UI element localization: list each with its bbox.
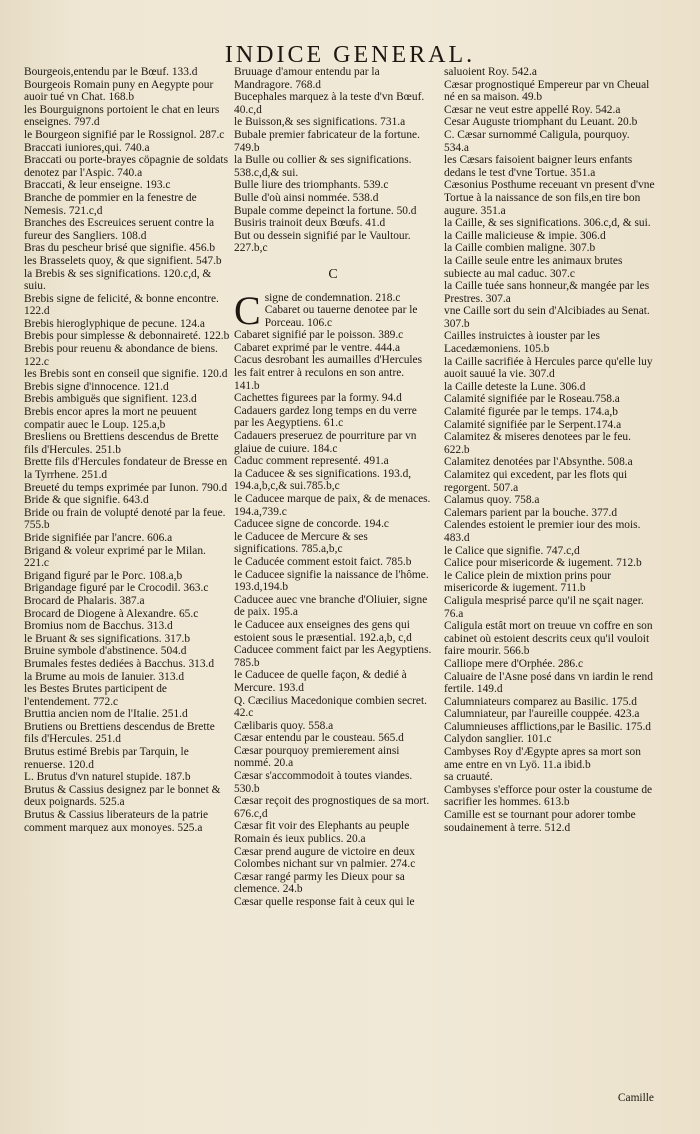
index-entry: Calamité signifiée par le Roseau.758.a	[444, 393, 620, 406]
catchword: Camille	[617, 1092, 654, 1104]
index-entry: Calumniateurs comparez au Basilic. 175.d	[444, 695, 637, 708]
index-entry: Cæsar rangé parmy les Dieux pour sa clemence. 24.b	[234, 870, 405, 896]
index-entry: le Caducee de Mercure & ses significations. 785.a,b,c	[234, 530, 368, 556]
index-entry: Brebis encor apres la mort ne peuuent compatir auec le Loup. 125.a,b	[24, 406, 197, 431]
index-entry: le Caducee signifie la naissance de l'hôme. 193.d,194.b	[234, 568, 429, 594]
index-entry: Branche de pommier en la fenestre de Nemesis. 721.c,d	[24, 191, 197, 217]
index-entry: Brutus & Cassius liberateurs de la patrie comment marquez aux monoyes. 525.a	[24, 809, 209, 834]
index-entry: le Caducee de quelle façon, & dedié à Mercure. 193.d	[234, 669, 407, 694]
index-entry: le Calice que signifie. 747.c,d	[444, 544, 580, 557]
index-entry: Q. Cæcilius Macedonique combien secret. 42.c	[234, 694, 427, 720]
index-entry: Calumniateur, par l'aureille couppée. 423.a	[444, 708, 640, 721]
index-entry: les Brasselets quoy, & que signifient. 547.b	[24, 254, 222, 267]
index-entry: Cambyses Roy d'Ægypte apres sa mort son ame entre en vn Lyö. 11.a ibid.b	[444, 746, 641, 771]
index-entry: la Caille sacrifiée à Hercules parce qu'elle luy auoit sauué la vie. 307.d	[444, 355, 653, 381]
index-entry: Braccati ou porte-brayes cöpagnie de soldats denotez par l'Aspic. 740.a	[24, 154, 229, 179]
index-entry: le Calice plein de mixtion prins pour misericorde & iugement. 711.b	[444, 569, 612, 595]
index-entry: Busiris trainoit deux Bœufs. 41.d	[234, 217, 386, 230]
index-entry: sa cruauté.	[444, 771, 493, 784]
index-entry: Cabaret signifié par le poisson. 389.c	[234, 329, 404, 342]
index-entry: vne Caille sort du sein d'Alcibiades au Senat. 307.b	[444, 305, 650, 330]
index-entry: saluoient Roy. 542.a	[444, 66, 537, 78]
section-letter: C	[328, 266, 338, 282]
index-entry: Bourgeois,entendu par le Bœuf. 133.d	[24, 66, 198, 78]
index-entry: Bresliens ou Brettiens descendus de Brette fils d'Hercules. 251.b	[24, 431, 219, 456]
index-entry: Bucephales marquez à la teste d'vn Bœuf. 40.c,d	[234, 91, 425, 116]
index-entry: Cadauers preseruez de pourriture par vn glaiue de cuiure. 184.c	[234, 430, 417, 455]
index-entry: les Cæsars faisoient baigner leurs enfants dedans le test d'vne Tortue. 351.a	[444, 154, 633, 179]
page-title: INDICE GENERAL.	[224, 42, 476, 68]
index-entry: Bupale comme depeinct la fortune. 50.d	[234, 204, 417, 217]
index-entry: signe de condemnation. 218.c	[264, 291, 401, 304]
index-entry: le Caducee marque de paix, & de menaces. 194.a,739.c	[234, 493, 431, 518]
index-entry: Bulle d'où ainsi nommée. 538.d	[234, 191, 379, 204]
index-entry: Calliope mere d'Orphée. 286.c	[444, 657, 584, 670]
index-entry: la Bulle ou collier & ses significations. 538.c,d,& sui.	[234, 154, 412, 179]
index-entry: Calamitez qui excedent, par les flots qui regorgent. 507.a	[444, 469, 628, 494]
index-entry: Cælibaris quoy. 558.a	[234, 719, 334, 732]
index-entry: Bourgeois Romain puny en Aegypte pour auoir tué vn Chat. 168.b	[24, 78, 214, 104]
index-entry: le Buisson,& ses significations. 731.a	[234, 116, 406, 129]
index-entry: le Caducee aux enseignes des gens qui estoient sous le præsential. 192.a,b, c,d	[234, 618, 412, 644]
index-entry: Brebis ambiguës que signifient. 123.d	[24, 393, 197, 406]
index-entry: Cæsar prend augure de victoire en deux Colombes nichant sur vn palmier. 274.c	[234, 845, 416, 871]
index-entry: le Caducée comment estoit faict. 785.b	[234, 555, 412, 568]
index-entry: les Brebis sont en conseil que signifie. 120.d	[24, 368, 228, 381]
index-entry: la Caducee & ses significations. 193.d, 194.a,b,c,& sui.785.b,c	[234, 467, 412, 493]
index-entry: Brutiens ou Brettiens descendus de Brette fils d'Hercules. 251.d	[24, 720, 215, 746]
index-entry: Caducee comment faict par les Aegyptiens. 785.b	[234, 644, 432, 669]
index-entry: Brebis pour simplesse & debonnaireté. 122.b	[24, 330, 230, 343]
index-entry: Brette fils d'Hercules fondateur de Bresse en la Tyrrhene. 251.d	[24, 456, 228, 481]
index-column-2	[234, 66, 432, 909]
index-entry: la Caille, & ses significations. 306.c,d, & sui.	[444, 217, 651, 230]
index-entry: la Caille seule entre les animaux brutes subiecte au mal caduc. 307.c	[444, 254, 623, 280]
index-entry: Bulle liure des triomphants. 539.c	[234, 179, 389, 192]
index-entry: Caducee signe de concorde. 194.c	[234, 518, 389, 531]
index-entry: Bruuage d'amour entendu par la Mandragore. 768.d	[234, 66, 380, 91]
index-entry: Brigandage figuré par le Crocodil. 363.c	[24, 582, 209, 595]
index-entry: Breueté du temps exprimée par Iunon. 790.d	[24, 481, 228, 494]
index-entry: Cadauers gardez long temps en du verre par les Aegyptiens. 61.c	[234, 404, 417, 430]
index-entry: Bruine symbole d'abstinence. 504.d	[24, 645, 187, 658]
index-entry: Brutus estimé Brebis par Tarquin, le renuerse. 120.d	[24, 746, 189, 771]
index-entry: la Caille malicieuse & impie. 306.d	[444, 229, 606, 242]
index-entry: Cæsar entendu par le cousteau. 565.d	[234, 732, 404, 745]
index-entry: Braccati iuniores,qui. 740.a	[24, 141, 150, 154]
index-entry: Cambyses s'efforce pour oster la coustume de sacrifier les hommes. 613.b	[444, 783, 653, 809]
index-entry: Calydon sanglier. 101.c	[444, 733, 552, 746]
index-entry: Calamitez denotées par l'Absynthe. 508.a	[444, 456, 633, 469]
index-entry: Bruttia ancien nom de l'Italie. 251.d	[24, 708, 188, 721]
index-entry: Brumales festes dediées à Bacchus. 313.d	[24, 657, 215, 670]
index-entry: Bubale premier fabricateur de la fortune. 749.b	[234, 128, 420, 154]
index-entry: Cailles instruictes à iouster par les Lacedæmoniens. 105.b	[444, 330, 600, 356]
index-entry: Cabaret exprimé par le ventre. 444.a	[234, 341, 401, 354]
index-entry: Bras du pescheur brisé que signifie. 456.b	[24, 242, 216, 255]
index-entry: Cæsonius Posthume receuant vn present d'vne Tortue à la naissance de son fils,en tire bon augure. 351.a	[444, 179, 655, 217]
index-entry: But ou dessein signifié par le Vaultour. 227.b,c	[234, 229, 411, 255]
index-entry: Caducee auec vne branche d'Oliuier, signe de paix. 195.a	[234, 593, 428, 619]
index-entry: les Bourguignons portoient le chat en leurs enseignes. 797.d	[24, 103, 220, 129]
index-entry: Brebis pour reuenu & abondance de biens. 122.c	[24, 343, 218, 368]
index-entry: Brocard de Phalaris. 387.a	[24, 594, 145, 607]
index-column-1	[24, 66, 230, 834]
index-entry: Brigand & voleur exprimé par le Milan. 221.c	[24, 544, 206, 570]
index-entry: Brutus & Cassius designez par le bonnet & deux poignards. 525.a	[24, 783, 221, 809]
index-entry: Cæsar prognostiqué Empereur par vn Cheual né en sa maison. 49.b	[444, 78, 650, 104]
index-entry: Cæsar reçoit des prognostiques de sa mort. 676.c,d	[234, 795, 430, 820]
index-entry: Calice pour misericorde & iugement. 712.b	[444, 557, 642, 570]
index-entry: Calamité figurée par le temps. 174.a,b	[444, 406, 618, 419]
index-entry: L. Brutus d'vn naturel stupide. 187.b	[24, 771, 191, 784]
index-entry: Cæsar ne veut estre appellé Roy. 542.a	[444, 103, 621, 116]
index-entry: Calamité signifiée par le Serpent.174.a	[444, 418, 622, 431]
index-entry: Braccati, & leur enseigne. 193.c	[24, 179, 171, 192]
index-entry: Calemars parient par la bouche. 377.d	[444, 506, 618, 519]
index-entry: Cacus desrobant les aumailles d'Hercules les fait entrer à reculons en son antre. 141.b	[234, 354, 423, 392]
index-entry: la Brume au mois de Ianuier. 313.d	[24, 670, 185, 683]
index-entry: Cæsar fit voir des Elephants au peuple Romain és ieux publics. 20.a	[234, 820, 410, 846]
index-entry: Brebis signe d'innocence. 121.d	[24, 380, 169, 393]
index-entry: la Caille deteste la Lune. 306.d	[444, 380, 586, 393]
index-entry: Cæsar pourquoy premierement ainsi nommé. 20.a	[234, 744, 400, 770]
index-entry: Calamus quoy. 758.a	[444, 494, 540, 507]
index-entry: Caduc comment representé. 491.a	[234, 455, 389, 468]
index-entry: Cabaret ou tauerne denotee par le Porceau. 106.c	[264, 304, 418, 329]
index-entry: Caligula estât mort on treuue vn coffre en son cabinet où estoient descrits ceux qu'il vouloit faire mourir. 566.b	[444, 620, 653, 658]
index-entry: le Bruant & ses significations. 317.b	[24, 632, 191, 645]
index-entry: C. Cæsar surnommé Caligula, pourquoy. 534.a	[444, 128, 630, 154]
index-entry: Bride & que signifie. 643.d	[24, 494, 149, 507]
index-entry: Calumnieuses afflictions,par le Basilic. 175.d	[444, 720, 651, 733]
index-entry: Branches des Escreuices seruent contre la fureur des Sangliers. 108.d	[24, 217, 215, 242]
index-entry: Bride signifiée par l'ancre. 606.a	[24, 531, 173, 544]
index-entry: Cesar Auguste triomphant du Leuant. 20.b	[444, 116, 638, 129]
index-entry: Camille est se tournant pour adorer tombe soudainement à terre. 512.d	[444, 809, 636, 834]
index-column-3	[444, 66, 656, 834]
index-entry: Caluaire de l'Asne posé dans vn iardin le rend fertile. 149.d	[444, 670, 653, 696]
index-entry: Bride ou frain de volupté denoté par la feue. 755.b	[24, 506, 226, 532]
index-entry: Cæsar s'accommodoit à toutes viandes. 530.b	[234, 770, 413, 795]
index-entry: la Brebis & ses significations. 120.c,d, & suiu.	[24, 267, 212, 293]
index-entry: la Caille tuée sans honneur,& mangée par les Prestres. 307.a	[444, 280, 650, 305]
index-entry: Brebis signe de felicité, & bonne encontre. 122.d	[24, 292, 219, 318]
index-entry: le Bourgeon signifié par le Rossignol. 287.c	[24, 128, 225, 141]
index-entry: Cachettes figurees par la formy. 94.d	[234, 392, 402, 405]
index-entry: Brocard de Diogene à Alexandre. 65.c	[24, 607, 199, 620]
index-entry: Caligula mesprisé parce qu'il ne sçait nager. 76.a	[444, 594, 644, 620]
index-entry: la Caille combien maligne. 307.b	[444, 242, 596, 255]
index-entry: Bromius nom de Bacchus. 313.d	[24, 620, 173, 633]
index-entry: Cæsar quelle response fait à ceux qui le	[234, 896, 415, 908]
drop-capital: C	[234, 287, 261, 333]
index-entry: Brigand figuré par le Porc. 108.a,b	[24, 569, 183, 582]
index-entry: Calamitez & miseres denotees par le feu. 622.b	[444, 431, 631, 456]
index-entry: Calendes estoient le premier iour des mois. 483.d	[444, 519, 641, 544]
index-entry: les Bestes Brutes participent de l'entendement. 772.c	[24, 683, 167, 708]
index-entry: Brebis hieroglyphique de pecune. 124.a	[24, 317, 205, 330]
